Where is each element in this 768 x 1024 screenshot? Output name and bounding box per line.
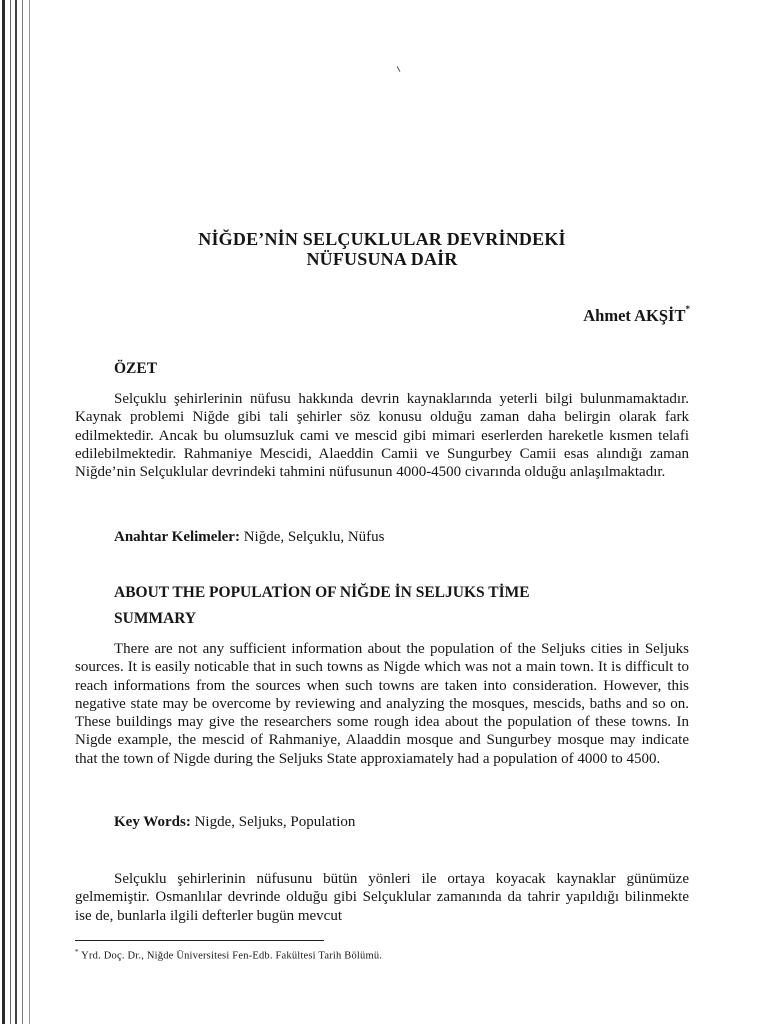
binding-edge-line [22,0,23,1024]
scan-speck [397,66,401,72]
binding-edge-line [15,0,17,1024]
ozet-heading: ÖZET [114,360,158,377]
summary-paragraph: There are not any sufficient information about the population of the Seljuks cities in Seljuks sources. It is easily noticable that in such towns as Nigde which was not a main town. It is difficult to reach informations from the sources when such towns are taken into consideration. However, this negative state may be overcome by reviewing and analyzing the mosques, mescids, baths and so on. These buildings may give the researchers some rough idea about the population of these towns. In Nigde example, the mescid of Rahmaniye, Alaaddin mosque and Sungurbey mosque may indicate that the town of Nigde during the Seljuks State approxiamately had a population of 4000 to 4500. [75,641,689,767]
article-title-line-1: NİĞDE’NİN SELÇUKLULAR DEVRİNDEKİ [198,229,566,249]
footnote [75,948,382,962]
english-keywords-value: Nigde, Seljuks, Population [194,814,356,830]
body-paragraph: Selçuklu şehirlerinin nüfusunu bütün yönleri ile ortaya koyacak kaynaklar günümüze gelmemiştir. Osmanlılar devrinde olduğu gibi Selçuklular zamanında da tahrir yapıldığı bilinmekte ise de, bunlarla ilgili defterler bugün mevcut [75,871,689,924]
author-name: Ahmet AKŞİT [583,306,686,325]
english-keywords [114,814,355,831]
footnote-text: Yrd. Doç. Dr., Niğde Üniversitesi Fen-Edb. Fakültesi Tarih Bölümü. [81,950,383,962]
footnote-marker: * [75,948,79,956]
english-keywords-label: Key Words: [114,814,191,830]
author-footnote-marker: * [685,304,690,314]
article-title-line-2: NÜFUSUNA DAİR [306,249,458,269]
ozet-paragraph: Selçuklu şehirlerinin nüfusu hakkında devrin kaynaklarında yeterli bilgi bulunmamaktadır. Kaynak problemi Niğde gibi tali şehirler söz konusu olduğu zaman daha belirgin olarak fark edilmektedir. Ancak bu olumsuzluk cami ve mescid gibi mimari eserlerden hareketle kısmen telafi edilebilmektedir. Rahmaniye Mescidi, Alaeddin Camii ve Sungurbey Camii esas alındığı zaman Niğde’nin Selçuklular devrindeki tahmini nüfusunun 4000-4500 civarında olduğu anlaşılmaktadır. [75,391,689,481]
summary-heading: SUMMARY [114,610,197,627]
english-title: ABOUT THE POPULATİON OF NİĞDE İN SELJUKS TİME [114,584,530,601]
author [583,306,690,326]
ozet-keywords [114,529,385,546]
binding-edge-line [10,0,11,1024]
ozet-keywords-label: Anahtar Kelimeler: [114,529,240,545]
ozet-keywords-value: Niğde, Selçuklu, Nüfus [243,529,385,545]
binding-edge-line [29,0,30,1024]
binding-edge-line [2,0,5,1024]
footnote-divider [75,940,324,941]
scanned-page-edge [0,0,40,1024]
